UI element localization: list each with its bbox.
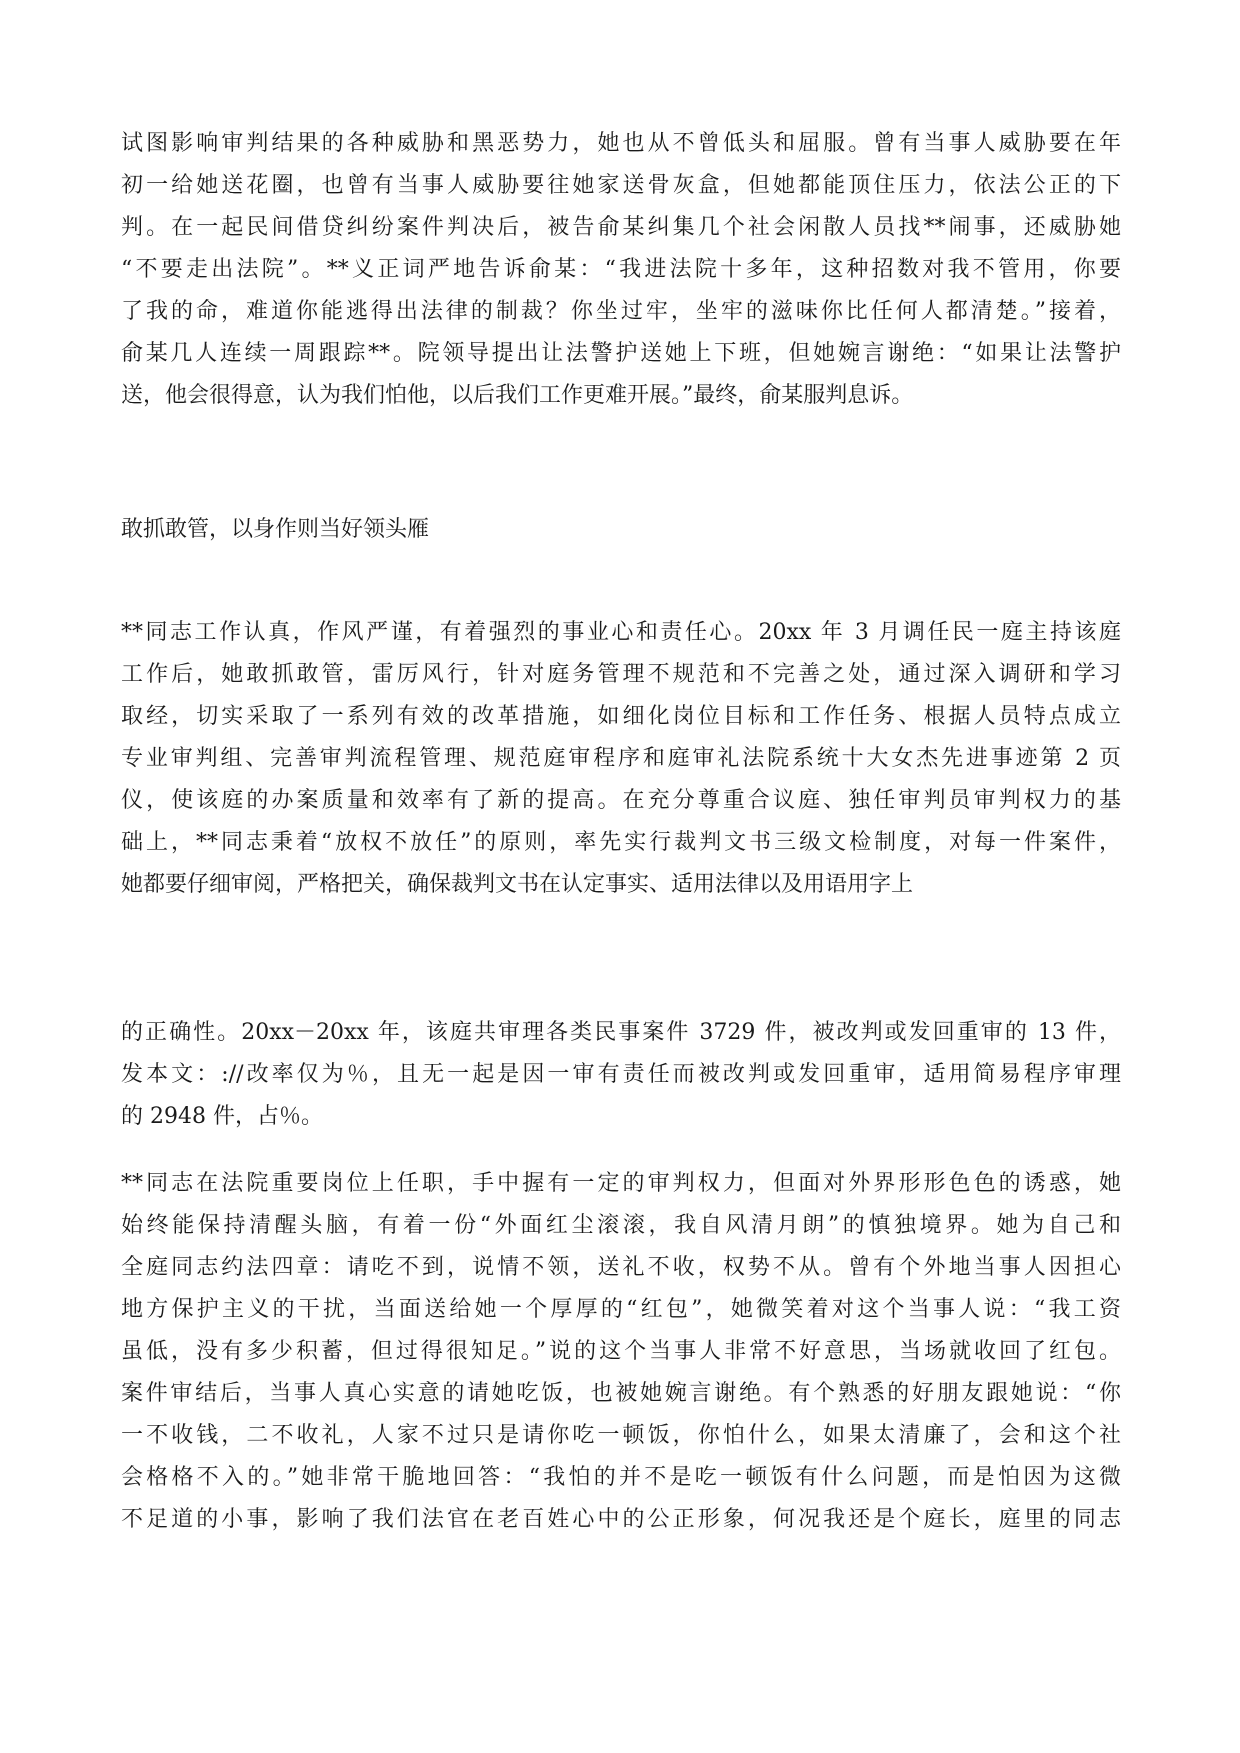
- paragraph-line: 的正确性。20xx－20xx 年，该庭共审理各类民事案件 3729 件，被改判或发回重审的 13 件，: [121, 1020, 1121, 1045]
- paragraph-line: 取经，切实采取了一系列有效的改革措施，如细化岗位目标和工作任务、根据人员特点成立: [121, 704, 1121, 729]
- paragraph-line: 地方保护主义的干扰，当面送给她一个厚厚的“红包”，她微笑着对这个当事人说：“我工资: [121, 1297, 1121, 1322]
- paragraph-line: 一不收钱，二不收礼，人家不过只是请你吃一顿饭，你怕什么，如果太清廉了，会和这个社: [121, 1423, 1121, 1448]
- paragraph-line: 工作后，她敢抓敢管，雷厉风行，针对庭务管理不规范和不完善之处，通过深入调研和学习: [121, 662, 1121, 687]
- paragraph-line: 俞某几人连续一周跟踪**。院领导提出让法警护送她上下班，但她婉言谢绝：“如果让法警护: [121, 341, 1121, 366]
- paragraph-line: 初一给她送花圈，也曾有当事人威胁要往她家送骨灰盒，但她都能顶住压力，依法公正的下: [121, 173, 1121, 198]
- paragraph-line: 虽低，没有多少积蓄，但过得很知足。”说的这个当事人非常不好意思，当场就收回了红包。: [121, 1339, 1121, 1364]
- paragraph-line: **同志工作认真，作风严谨，有着强烈的事业心和责任心。20xx 年 3 月调任民一庭主持该庭: [121, 620, 1121, 645]
- paragraph-line: 案件审结后，当事人真心实意的请她吃饭，也被她婉言谢绝。有个熟悉的好朋友跟她说：“你: [121, 1381, 1121, 1406]
- paragraph-line: 会格格不入的。”她非常干脆地回答：“我怕的并不是吃一顿饭有什么问题，而是怕因为这微: [121, 1465, 1121, 1490]
- paragraph-line: 的 2948 件，占％。: [121, 1104, 323, 1129]
- paragraph-line: 了我的命，难道你能逃得出法律的制裁？你坐过牢，坐牢的滋味你比任何人都清楚。”接着，: [121, 299, 1121, 324]
- paragraph-line: 送，他会很得意，认为我们怕他，以后我们工作更难开展。”最终，俞某服判息诉。: [121, 383, 914, 408]
- paragraph-line: 不足道的小事，影响了我们法官在老百姓心中的公正形象，何况我还是个庭长，庭里的同志: [121, 1507, 1121, 1532]
- paragraph-line: 始终能保持清醒头脑，有着一份“外面红尘滚滚，我自风清月朗”的慎独境界。她为自己和: [121, 1213, 1121, 1238]
- paragraph-line: 发本文：://改率仅为％，且无一起是因一审有责任而被改判或发回重审，适用简易程序审理: [121, 1062, 1121, 1087]
- paragraph-line: 全庭同志约法四章：请吃不到，说情不领，送礼不收，权势不从。曾有个外地当事人因担心: [121, 1255, 1121, 1280]
- paragraph-integrity: [121, 1163, 1121, 1541]
- paragraph-line: **同志在法院重要岗位上任职，手中握有一定的审判权力，但面对外界形形色色的诱惑，她: [121, 1171, 1121, 1196]
- paragraph-management: [121, 612, 1121, 906]
- section-heading: [121, 509, 1121, 551]
- paragraph-line: 仪，使该庭的办案质量和效率有了新的提高。在充分尊重合议庭、独任审判员审判权力的基: [121, 788, 1121, 813]
- paragraph-threats: [121, 123, 1121, 417]
- paragraph-line: 她都要仔细审阅，严格把关，确保裁判文书在认定事实、适用法律以及用语用字上: [121, 872, 914, 897]
- paragraph-line: “不要走出法院”。**义正词严地告诉俞某：“我进法院十多年，这种招数对我不管用，你要: [121, 257, 1121, 282]
- paragraph-statistics: [121, 1012, 1121, 1138]
- paragraph-line: 判。在一起民间借贷纠纷案件判决后，被告俞某纠集几个社会闲散人员找**闹事，还威胁她: [121, 215, 1121, 240]
- paragraph-line: 专业审判组、完善审判流程管理、规范庭审程序和庭审礼法院系统十大女杰先进事迹第 2 页: [121, 746, 1121, 771]
- paragraph-line: 试图影响审判结果的各种威胁和黑恶势力，她也从不曾低头和屈服。曾有当事人威胁要在年: [121, 131, 1121, 156]
- section-heading-text: 敢抓敢管，以身作则当好领头雁: [121, 517, 430, 542]
- paragraph-line: 础上，**同志秉着“放权不放任”的原则，率先实行裁判文书三级文检制度，对每一件案件，: [121, 830, 1121, 855]
